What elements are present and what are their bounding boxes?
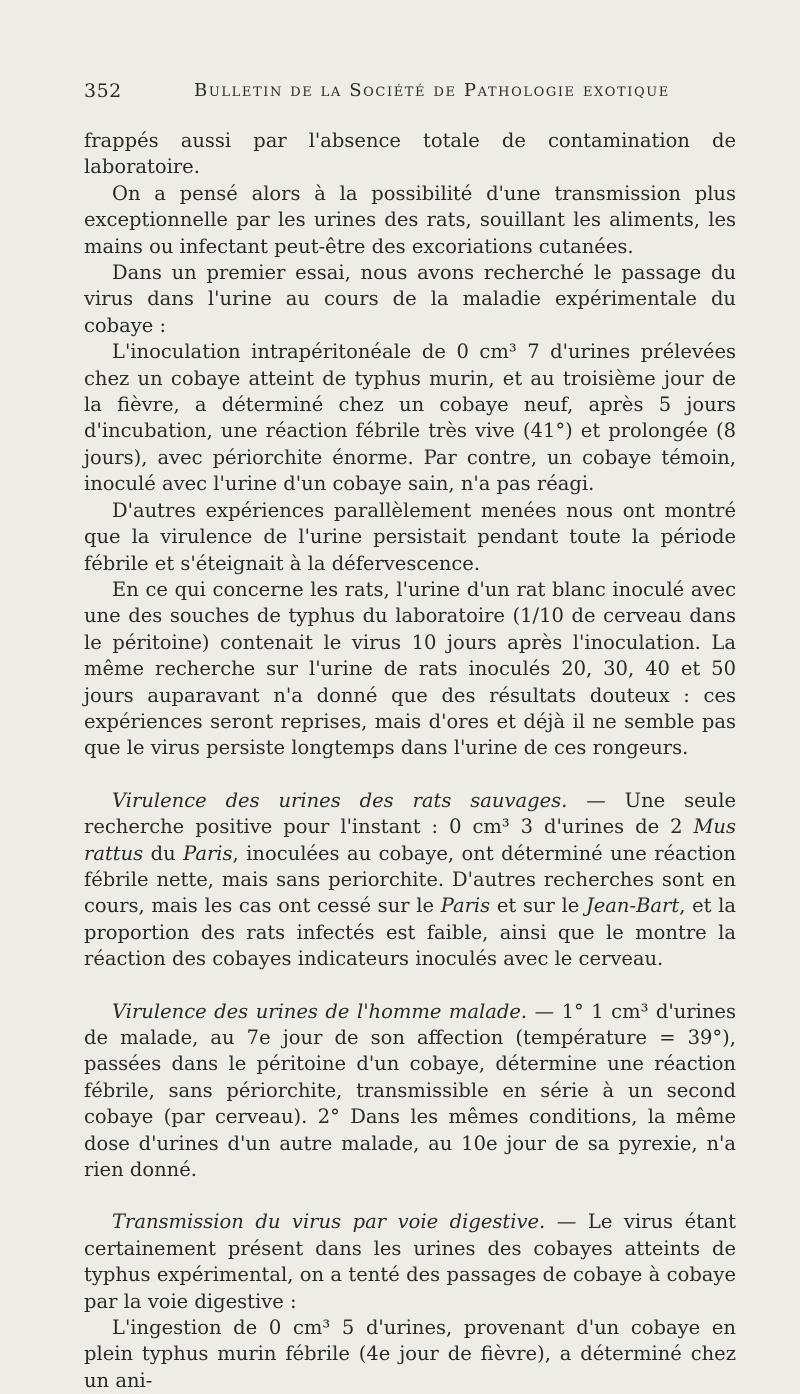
text-run: Une seule recherche positive pour l'instant : 0 cm³ 3 d'urines de 2	[84, 788, 736, 839]
paragraph: En ce qui concerne les rats, l'urine d'un rat blanc inoculé avec une des souches de typhus du laboratoire (1/10 de cerveau dans le péritoine) contenait le virus 10 jours après l'inoculation. La même recherche sur l'urine de rats inoculés 20, 30, 40 et 50 jours auparavant n'a donné que des résultats douteux : ces expériences seront reprises, mais d'ores et déjà il ne semble pas que le virus persiste longtemps dans l'urine de ces rongeurs.	[84, 577, 736, 760]
paragraph: D'autres expériences parallèlement menées nous ont montré que la virulence de l'urine persistait pendant toute la période fébrile et s'éteignait à la défervescence.	[84, 498, 736, 575]
section-title: Transmission du virus par voie digestive.	[112, 1210, 546, 1234]
species-name: Mus rattus	[84, 815, 736, 865]
section-title: Virulence des urines de l'homme malade.	[112, 999, 528, 1023]
text-run: Le virus étant certainement présent dans les urines des cobayes atteints de typhus expérimental, on a tenté des passages de cobaye à cobaye par la voie digestive :	[84, 1210, 736, 1313]
running-header	[84, 80, 724, 110]
ship-name: Paris	[440, 894, 491, 918]
journal-title: Bulletin de la Société de Pathologie exotique	[194, 80, 670, 101]
paragraph: On a pensé alors à la possibilité d'une transmission plus exceptionnelle par les urines des rats, souillant les aliments, les mains ou infectant peut-être des excoriations cutanées.	[84, 181, 736, 258]
paragraph: L'inoculation intrapéritonéale de 0 cm³ 7 d'urines prélevées chez un cobaye atteint de typhus murin, et au troisième jour de la fièvre, a déterminé chez un cobaye neuf, après 5 jours d'incubation, une réaction fébrile très vive (41°) et prolongée (8 jours), avec périorchite énorme. Par contre, un cobaye témoin, inoculé avec l'urine d'un cobaye sain, n'a pas réagi.	[84, 340, 736, 496]
section-rats-sauvages	[84, 788, 736, 973]
body-text	[84, 128, 736, 1394]
section-voie-digestive	[84, 1209, 736, 1315]
dash: —	[545, 1210, 588, 1234]
section-homme-malade	[84, 999, 736, 1184]
section-title: Virulence des urines des rats sauvages.	[112, 788, 568, 812]
dash: —	[567, 788, 625, 812]
ship-name: Jean-Bart	[585, 894, 680, 918]
text-run: , et la proportion des rats infectés est faible, ainsi que le montre la réaction des cobayes indicateurs inoculés avec le cerveau.	[84, 894, 736, 971]
text-run: et sur le	[490, 894, 586, 918]
text-run: 1° 1 cm³ d'urines de malade, au 7e jour de son affection (température = 39°), passées dans le péritoine d'un cobaye, détermine une réaction fébrile, sans périorchite, transmissible en série à un second cobaye (par cerveau). 2° Dans les mêmes conditions, la même dose d'urines d'un autre malade, au 10e jour de sa pyrexie, n'a rien donné.	[84, 999, 736, 1182]
paragraph: Dans un premier essai, nous avons recherché le passage du virus dans l'urine au cours de la maladie expérimentale du cobaye :	[84, 261, 736, 337]
paragraph: L'ingestion de 0 cm³ 5 d'urines, provenant d'un cobaye en plein typhus murin fébrile (4e jour de fièvre), a déterminé chez un ani-	[84, 1316, 736, 1392]
text-run: du	[143, 841, 184, 865]
paragraph: frappés aussi par l'absence totale de contamination de laboratoire.	[84, 129, 736, 179]
ship-name: Paris	[183, 841, 233, 865]
text-run: , inoculées au cobaye, ont déterminé une réaction fébrile nette, mais sans periorchite. D'autres recherches sont en cours, mais les cas ont cessé sur le	[84, 841, 736, 918]
page-number: 352	[84, 80, 122, 102]
dash: —	[527, 999, 562, 1023]
